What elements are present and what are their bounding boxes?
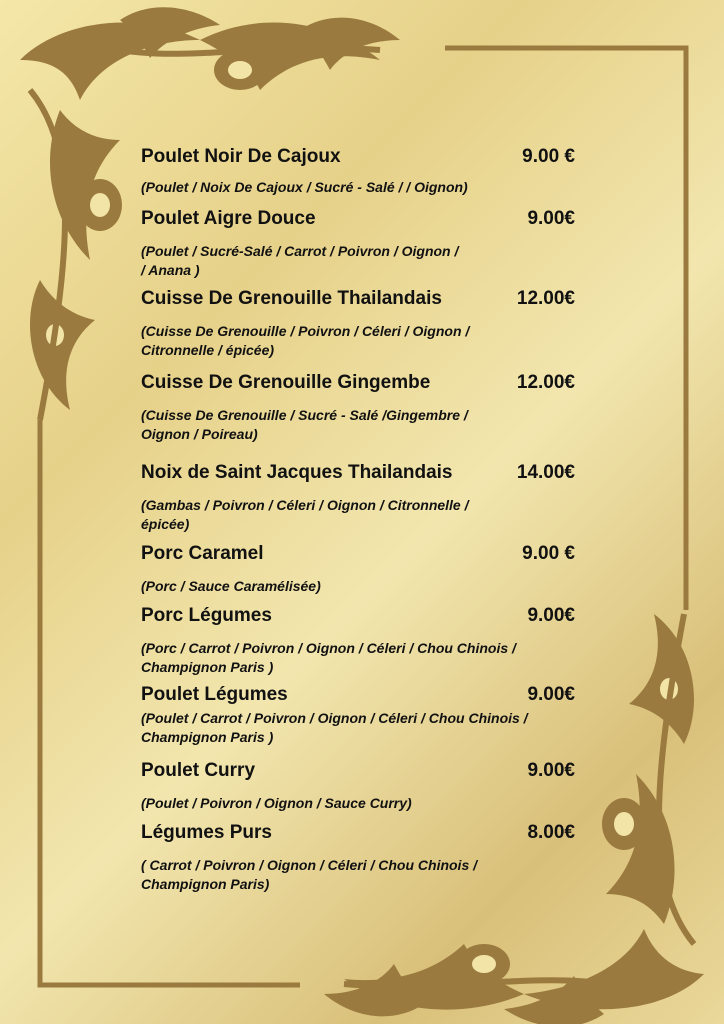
dish-name: Poulet Curry [141, 760, 256, 781]
dish-name: Noix de Saint Jacques Thailandais [141, 462, 453, 483]
dish-description [141, 709, 601, 747]
dish-price: 9.00€ [527, 208, 575, 229]
dish-description [141, 406, 601, 444]
dish-price: 9.00€ [527, 605, 575, 626]
dish-description [141, 322, 601, 360]
dish-price: 9.00€ [527, 684, 575, 705]
dish-description-line: Champignon Paris ) [141, 729, 274, 745]
dish-price: 14.00€ [516, 462, 575, 483]
dish-price: 9.00 € [522, 543, 575, 564]
dish-name: Poulet Légumes [141, 684, 288, 705]
dish-description [141, 242, 601, 280]
dish-price: 9.00 € [522, 146, 575, 167]
dish-description-line: Oignon / Poireau) [141, 426, 258, 442]
dish-description-line: (Cuisse De Grenouille / Poivron / Céleri / Oignon / [141, 323, 470, 339]
dish-name: Cuisse De Grenouille Thailandais [141, 288, 442, 309]
dish-description-line: / Anana ) [141, 262, 200, 278]
dish-description-line: (Poulet / Sucré-Salé / Carrot / Poivron / Oignon / [141, 243, 459, 259]
dish-description-line: (Gambas / Poivron / Céleri / Oignon / Citronnelle / [141, 497, 469, 513]
dish-description [141, 639, 601, 677]
dish-description-line: (Poulet / Carrot / Poivron / Oignon / Céleri / Chou Chinois / [141, 710, 528, 726]
dish-description [141, 577, 601, 596]
dish-description-line: (Porc / Carrot / Poivron / Oignon / Céleri / Chou Chinois / [141, 640, 516, 656]
dish-description-line: (Porc / Sauce Caramélisée) [141, 578, 321, 594]
dish-description [141, 178, 601, 197]
dish-name: Porc Légumes [141, 605, 272, 626]
dish-description-line: Champignon Paris) [141, 876, 270, 892]
dish-description-line: (Cuisse De Grenouille / Sucré - Salé /Gingembre / [141, 407, 468, 423]
dish-name: Cuisse De Grenouille Gingembe [141, 372, 431, 393]
dish-description-line: Citronnelle / épicée) [141, 342, 275, 358]
dish-price: 12.00€ [516, 372, 575, 393]
dish-name: Poulet Aigre Douce [141, 208, 316, 229]
dish-price: 8.00€ [527, 822, 575, 843]
dish-description [141, 856, 601, 894]
dish-description-line: Champignon Paris ) [141, 659, 274, 675]
dish-price: 12.00€ [516, 288, 575, 309]
dish-name: Porc Caramel [141, 543, 264, 564]
dish-description-line: épicée) [141, 516, 190, 532]
dish-name: Poulet Noir De Cajoux [141, 146, 341, 167]
dish-name: Légumes Purs [141, 822, 272, 843]
dish-description-line: ( Carrot / Poivron / Oignon / Céleri / Chou Chinois / [141, 857, 478, 873]
dish-description-line: (Poulet / Noix De Cajoux / Sucré - Salé / / Oignon) [141, 179, 468, 195]
dish-description [141, 496, 601, 534]
dish-description-line: (Poulet / Poivron / Oignon / Sauce Curry) [141, 795, 412, 811]
dish-price: 9.00€ [527, 760, 575, 781]
dish-description [141, 794, 601, 813]
